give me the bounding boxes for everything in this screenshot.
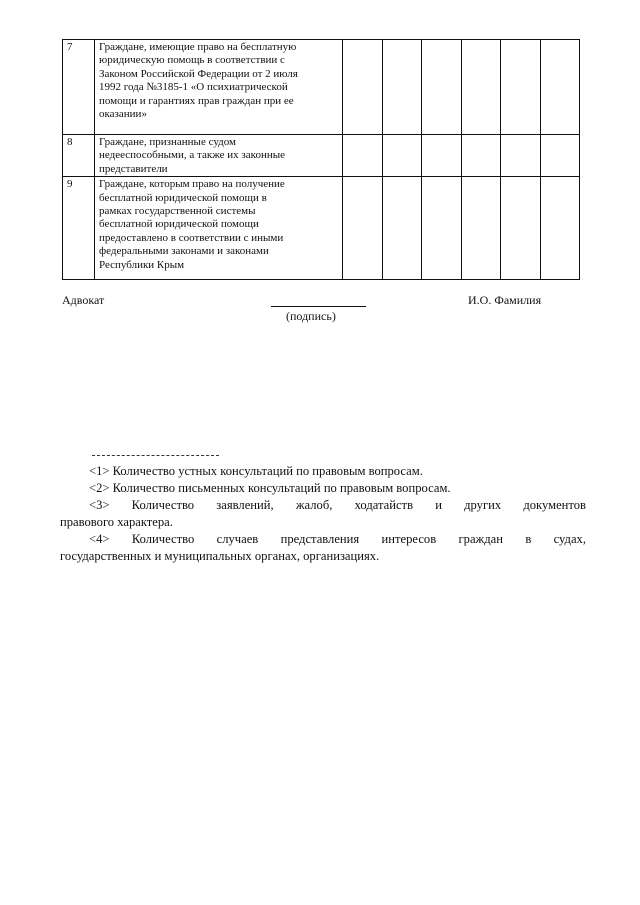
- signature-line: [271, 306, 366, 307]
- table-cell: [382, 40, 422, 135]
- table-cell: [461, 177, 501, 280]
- table-row: [63, 135, 580, 177]
- row-description: Граждане, которым право на получение бесплатной юридической помощи в рамках государственной системы бесплатной юридической помощи предоставлено в соответствии с иными федеральными законами и законами Республики Крым: [95, 177, 343, 280]
- table-row: [63, 40, 580, 135]
- footnote-3: <3> Количество заявлений, жалоб, ходатайств и других документов: [89, 498, 586, 512]
- row-number: 8: [63, 135, 95, 177]
- row-number: 9: [63, 177, 95, 280]
- footnote-1: <1> Количество устных консультаций по правовым вопросам.: [89, 464, 423, 478]
- row-number: 7: [63, 40, 95, 135]
- table-cell: [540, 135, 580, 177]
- row-description: Граждане, имеющие право на бесплатную юридическую помощь в соответствии с Законом Российской Федерации от 2 июля 1992 года №3185-1 «О психиатрической помощи и гарантиях прав граждан при ее оказании»: [95, 40, 343, 135]
- footnotes: [60, 463, 586, 565]
- footnote-4-continued: государственных и муниципальных органах, организациях.: [60, 549, 380, 563]
- row-description: Граждане, признанные судом недееспособными, а также их законные представители: [95, 135, 343, 177]
- table-cell: [422, 177, 462, 280]
- table-cell: [343, 177, 383, 280]
- table-cell: [540, 40, 580, 135]
- table-cell: [461, 40, 501, 135]
- footnote-4: <4> Количество случаев представления интересов граждан в судах,: [89, 532, 586, 546]
- table-cell: [343, 40, 383, 135]
- table-cell: [422, 135, 462, 177]
- footnote-2: <2> Количество письменных консультаций по правовым вопросам.: [89, 481, 451, 495]
- footnote-3-continued: правового характера.: [60, 515, 173, 529]
- signatory-role: Адвокат: [62, 293, 105, 307]
- table-cell: [422, 40, 462, 135]
- table-row: [63, 177, 580, 280]
- table-cell: [343, 135, 383, 177]
- table-cell: [382, 135, 422, 177]
- table-cell: [501, 40, 541, 135]
- table-cell: [382, 177, 422, 280]
- table-cell: [461, 135, 501, 177]
- footnote-separator: [92, 455, 219, 456]
- signatory-name: И.О. Фамилия: [468, 293, 542, 307]
- table-cell: [501, 177, 541, 280]
- signature-caption: (подпись): [286, 309, 336, 323]
- beneficiaries-table: [62, 39, 580, 280]
- table-cell: [540, 177, 580, 280]
- table-cell: [501, 135, 541, 177]
